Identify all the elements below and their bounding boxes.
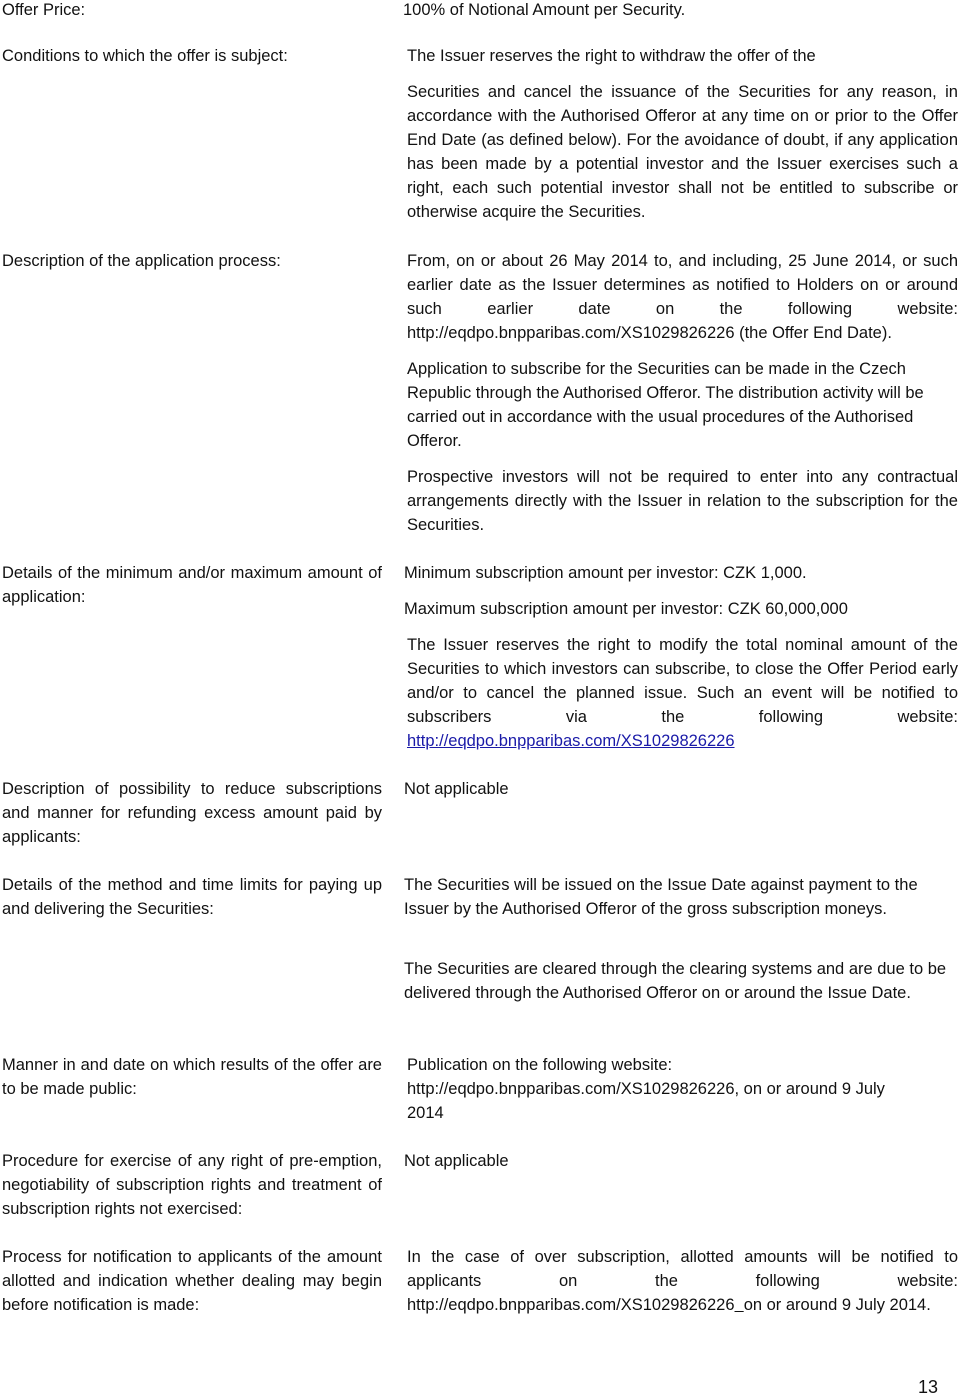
min-amount-value: Minimum subscription amount per investor: CZK 1,000. [404, 564, 807, 582]
paying-p2: The Securities are cleared through the clearing systems and are due to be delivered through the Authorised Offeror on or around the Issue Date. [404, 960, 947, 1002]
preemption-value: Not applicable [404, 1152, 509, 1170]
offer-price-value: 100% of Notional Amount per Security. [403, 1, 686, 19]
max-amount-value: Maximum subscription amount per investor: CZK 60,000,000 [404, 600, 848, 618]
results-line-3: 2014 [407, 1104, 444, 1122]
application-process-label: Description of the application process: [2, 252, 281, 270]
conditions-value-first-line: The Issuer reserves the right to withdraw the offer of the [407, 47, 816, 65]
results-label: Manner in and date on which results of the offer are to be made public: [2, 1056, 382, 1098]
results-line-1: Publication on the following website: [407, 1056, 673, 1074]
website-link[interactable]: http://eqdpo.bnpparibas.com/XS1029826226 [407, 732, 735, 750]
results-line-2: http://eqdpo.bnpparibas.com/XS1029826226, on or around 9 July [407, 1080, 885, 1098]
reduce-value: Not applicable [404, 780, 509, 798]
paying-p1: The Securities will be issued on the Issue Date against payment to the Issuer by the Authorised Offeror of the gross subscription moneys. [404, 876, 918, 918]
notification-text-after: on or around 9 July 2014. [743, 1296, 931, 1314]
notification-label: Process for notification to applicants of the amount allotted and indication whether dealing may begin before notification is made: [2, 1248, 382, 1314]
application-process-p3: Prospective investors will not be required to enter into any contractual arrangements directly with the Issuer in relation to the subscription for the Securities. [407, 468, 958, 534]
application-process-p2: Application to subscribe for the Securities can be made in the Czech Republic through the Authorised Offeror. The distribution activity will be carried out in accordance with the usual procedures of the Authorised Offeror. [407, 360, 924, 450]
conditions-value-body: Securities and cancel the issuance of the Securities for any reason, in accordance with the Authorised Offeror at any time on or prior to the Offer End Date (as defined below). For the avoidance of doubt, if any application has been made by a potential investor and the Issuer exercises such a right, each such potential investor shall not be entitled to subscribe or otherwise acquire the Securities. [407, 83, 958, 221]
notification-value [407, 1245, 958, 1317]
application-process-p1: From, on or about 26 May 2014 to, and including, 25 June 2014, or such earlier date as the Issuer determines as notified to Holders on or around such earlier date on the following website: http://eqdpo.bnpparibas.com/XS1029826226 (the Offer End Date). [407, 252, 958, 342]
min-max-label: Details of the minimum and/or maximum amount of application: [2, 564, 382, 606]
min-max-link-line [407, 729, 958, 753]
offer-price-label: Offer Price: [2, 1, 86, 19]
paying-label: Details of the method and time limits for paying up and delivering the Securities: [2, 876, 382, 918]
page-number: 13 [917, 1377, 938, 1397]
preemption-label: Procedure for exercise of any right of pre-emption, negotiability of subscription rights and treatment of subscription rights not exercised: [2, 1152, 382, 1218]
notification-text-before: In the case of over subscription, allotted amounts will be notified to applicants on the following website: http://eqdpo.bnpparibas.com/XS1029826226 [407, 1248, 958, 1314]
notification-gap [735, 1296, 744, 1314]
conditions-label: Conditions to which the offer is subject: [2, 47, 288, 65]
reduce-label: Description of possibility to reduce subscriptions and manner for refunding excess amount paid by applicants: [2, 780, 382, 846]
min-max-modify-text: The Issuer reserves the right to modify the total nominal amount of the Securities to which investors can subscribe, to close the Offer Period early and/or to cancel the planned issue. Such an event will be notified to subscribers via the following website: [407, 636, 958, 726]
